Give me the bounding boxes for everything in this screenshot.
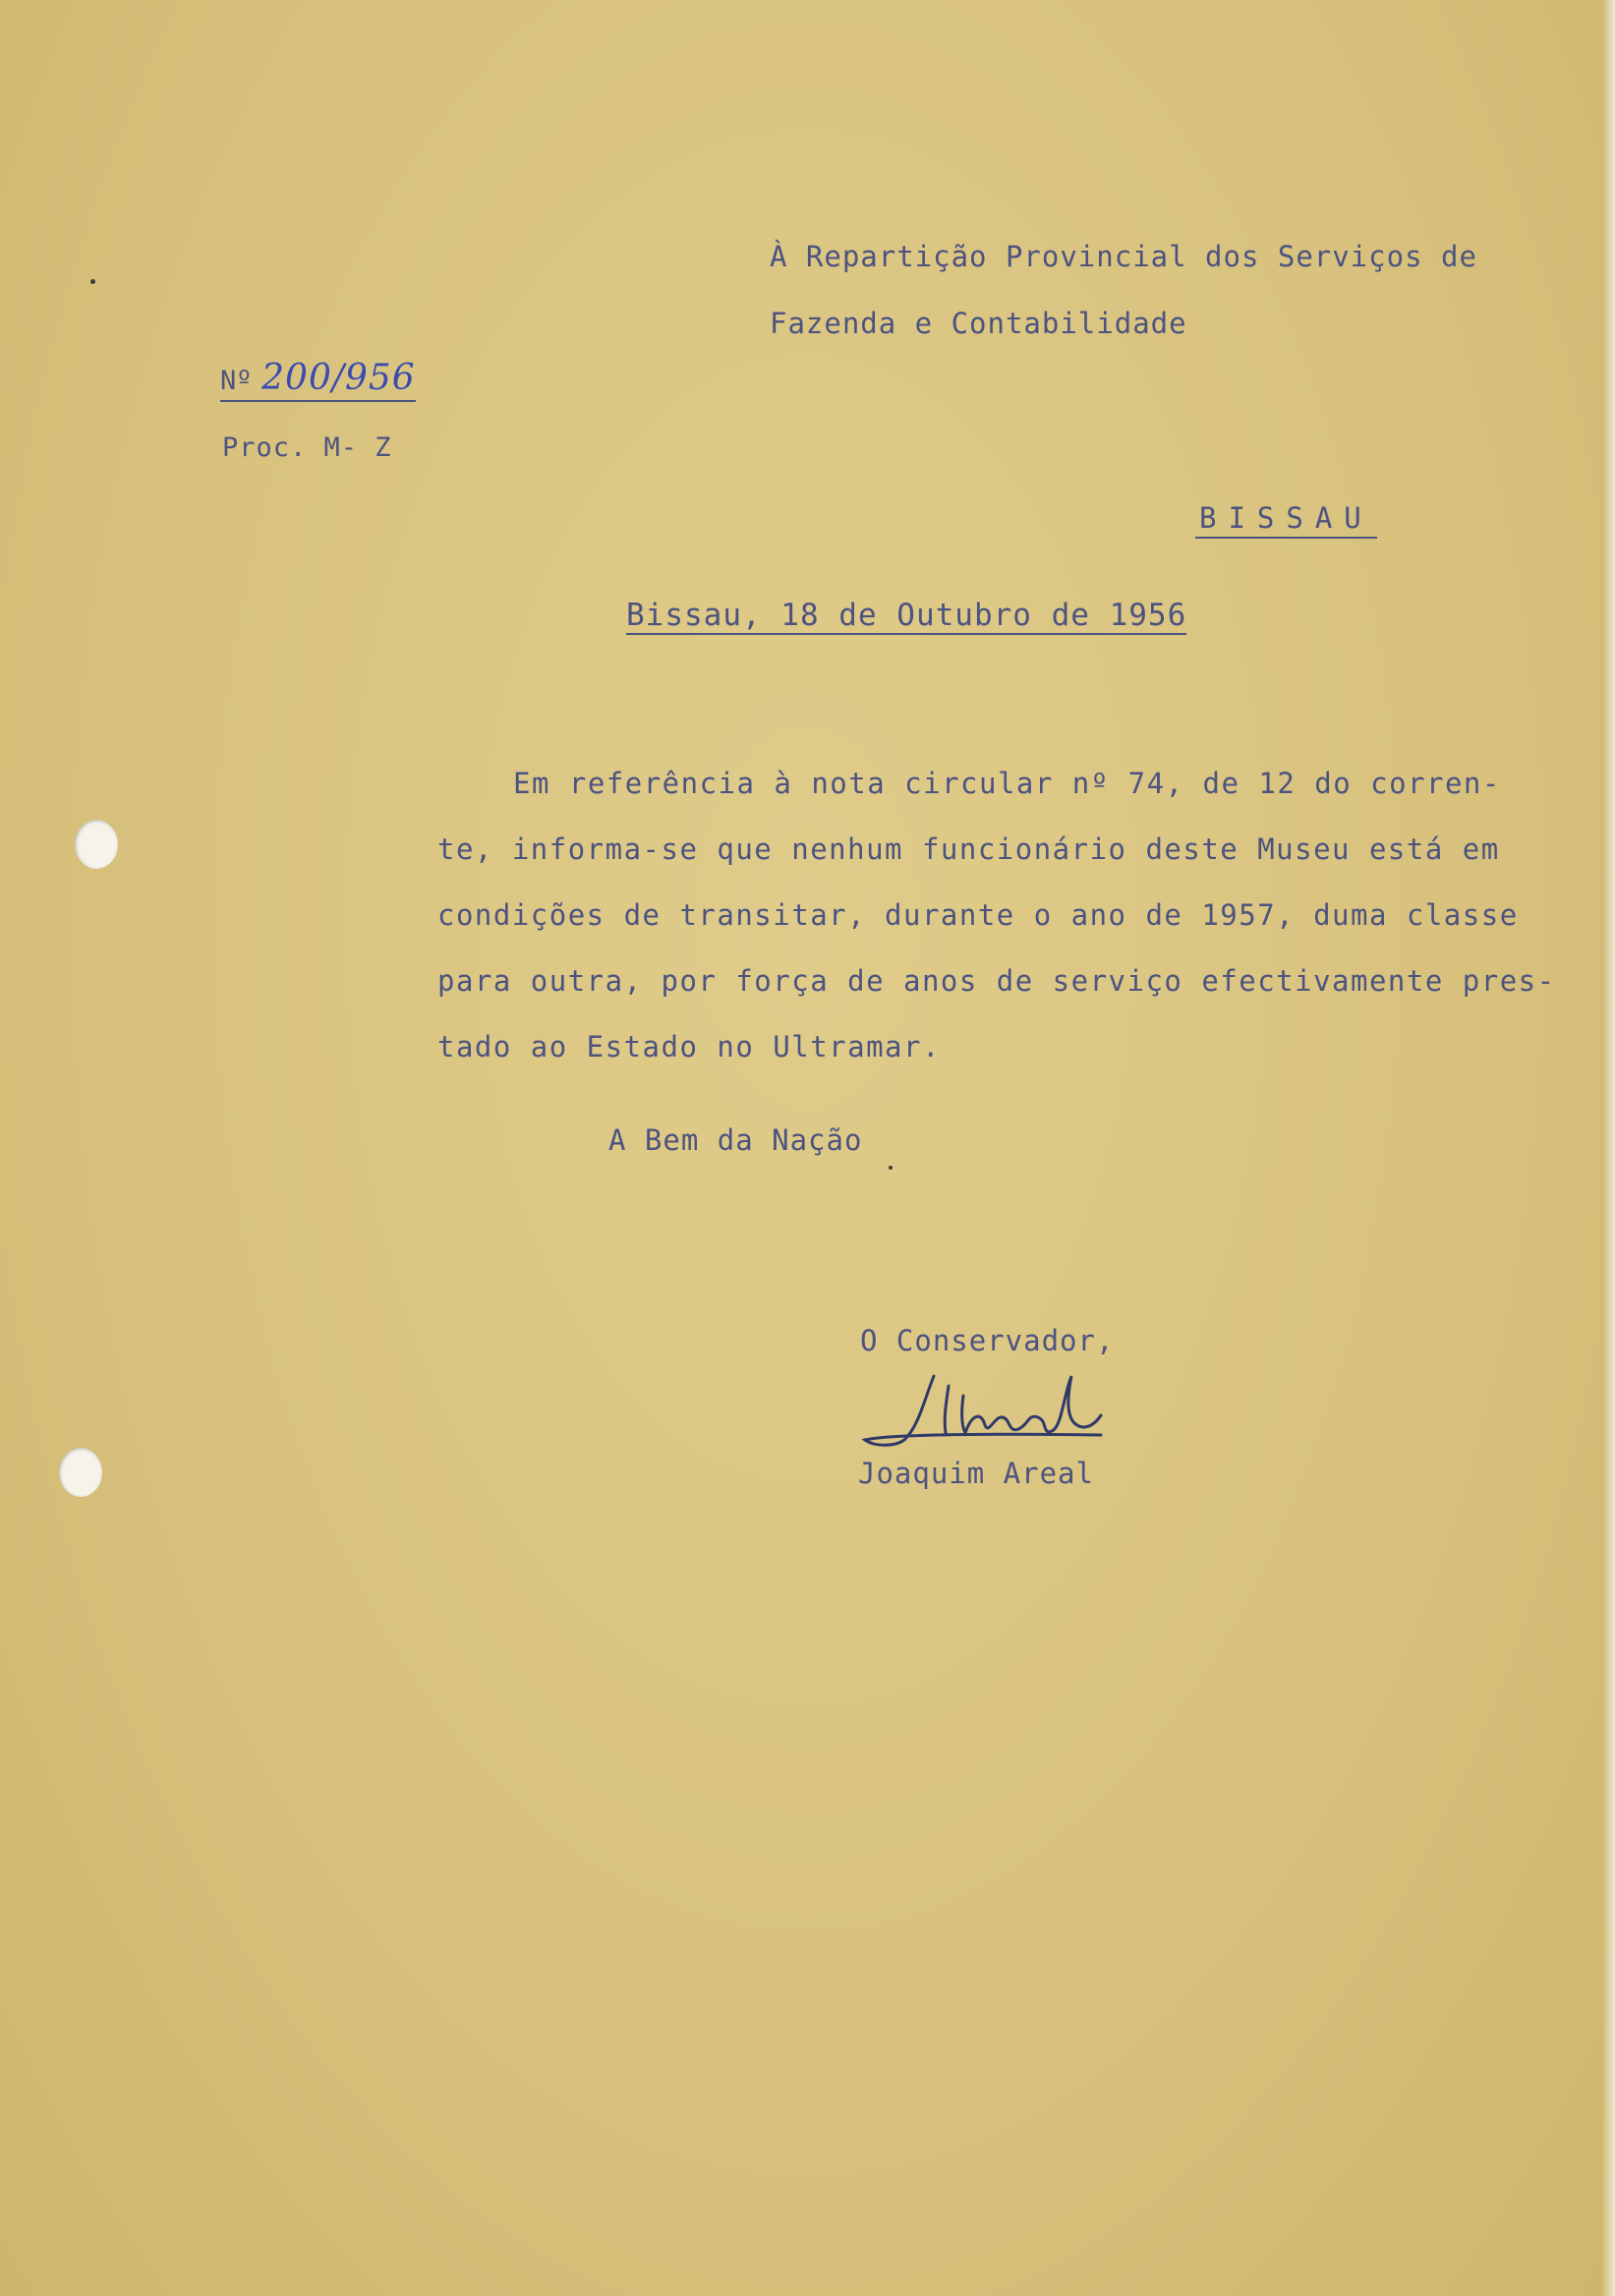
destination-city: BISSAU (1195, 501, 1377, 539)
process-reference: Proc. M- Z (222, 432, 392, 463)
paper-edge (1601, 0, 1615, 2296)
body-line: condições de transitar, durante o ano de 1957, duma classe (437, 898, 1519, 932)
body-line: para outra, por força de anos de serviço efectivamente pres- (437, 964, 1556, 998)
reference-prefix: Nº (220, 366, 253, 396)
punch-hole (75, 820, 118, 869)
recipient-line-2: Fazenda e Contabilidade (770, 307, 1187, 340)
signer-title: O Conservador, (860, 1324, 1115, 1357)
body-line: Em referência à nota circular nº 74, de 12 do corren- (513, 767, 1501, 800)
body-line: tado ao Estado no Ultramar. (437, 1030, 941, 1063)
ink-speck (90, 279, 95, 284)
reference-number-handwritten: 200/956 (261, 358, 416, 398)
closing-salutation: A Bem da Nação (608, 1123, 863, 1157)
body-line: te, informa-se que nenhum funcionário deste Museu está em (437, 832, 1500, 866)
punch-hole (59, 1448, 102, 1497)
signer-name: Joaquim Areal (858, 1457, 1094, 1490)
reference-number (220, 358, 416, 402)
ink-speck (889, 1166, 893, 1170)
recipient-line-1: À Repartição Provincial dos Serviços de (770, 240, 1477, 273)
letter-date: Bissau, 18 de Outubro de 1956 (626, 598, 1187, 633)
handwritten-signature (855, 1356, 1170, 1455)
